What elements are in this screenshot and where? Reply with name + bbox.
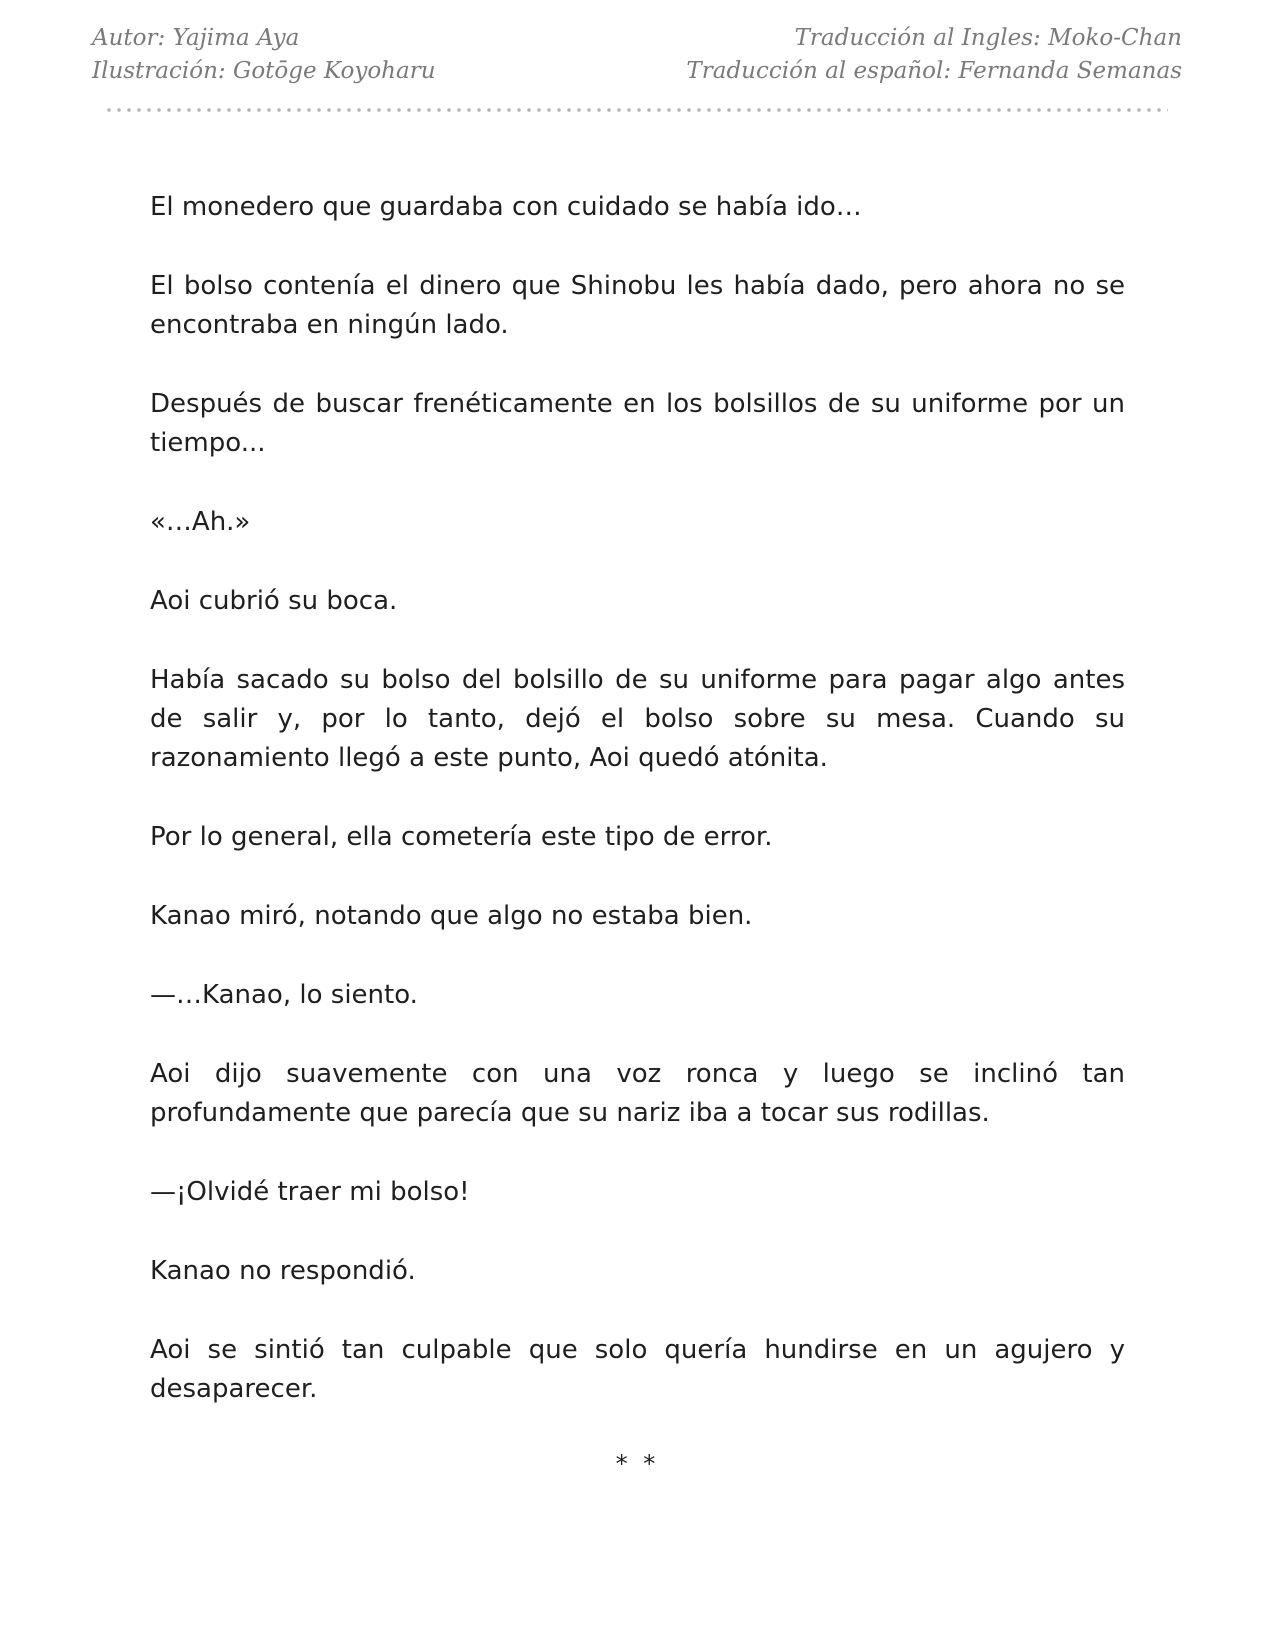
paragraph: —…Kanao, lo siento. xyxy=(150,980,418,1010)
paragraph: Por lo general, ella cometería este tipo de error. xyxy=(150,822,773,852)
paragraph: Había sacado su bolso del bolsillo de su uniforme para pagar algo antes de salir y, por lo tanto, dejó el bolso sobre su mesa. Cuando su razonamiento llegó a este punto, Aoi quedó atónita. xyxy=(150,665,1125,773)
paragraph: Aoi cubrió su boca. xyxy=(150,586,398,616)
illustration-credit: Ilustración: Gotōge Koyoharu xyxy=(92,58,436,84)
body-text xyxy=(150,188,1125,1449)
header-credits-left xyxy=(92,22,436,88)
header-credits-right xyxy=(686,22,1182,88)
paragraph: Kanao miró, notando que algo no estaba bien. xyxy=(150,901,753,931)
paragraph: «…Ah.» xyxy=(150,507,251,537)
spanish-translation-credit: Traducción al español: Fernanda Semanas xyxy=(686,58,1182,84)
paragraph: Kanao no respondió. xyxy=(150,1256,416,1286)
paragraph: —¡Olvidé traer mi bolso! xyxy=(150,1177,470,1207)
paragraph: Aoi dijo suavemente con una voz ronca y luego se inclinó tan profundamente que parecía que su nariz iba a tocar sus rodillas. xyxy=(150,1059,1125,1128)
page-header xyxy=(92,22,1182,92)
english-translation-credit: Traducción al Ingles: Moko-Chan xyxy=(794,25,1182,51)
author-credit: Autor: Yajima Aya xyxy=(92,25,300,51)
paragraph: El monedero que guardaba con cuidado se había ido… xyxy=(150,192,862,222)
dotted-divider xyxy=(104,108,1168,112)
paragraph: Después de buscar frenéticamente en los bolsillos de su uniforme por un tiempo... xyxy=(150,389,1125,458)
paragraph: El bolso contenía el dinero que Shinobu les había dado, pero ahora no se encontraba en ningún lado. xyxy=(150,271,1125,340)
scene-break: * * xyxy=(615,1450,660,1478)
paragraph: Aoi se sintió tan culpable que solo quería hundirse en un agujero y desaparecer. xyxy=(150,1335,1125,1404)
